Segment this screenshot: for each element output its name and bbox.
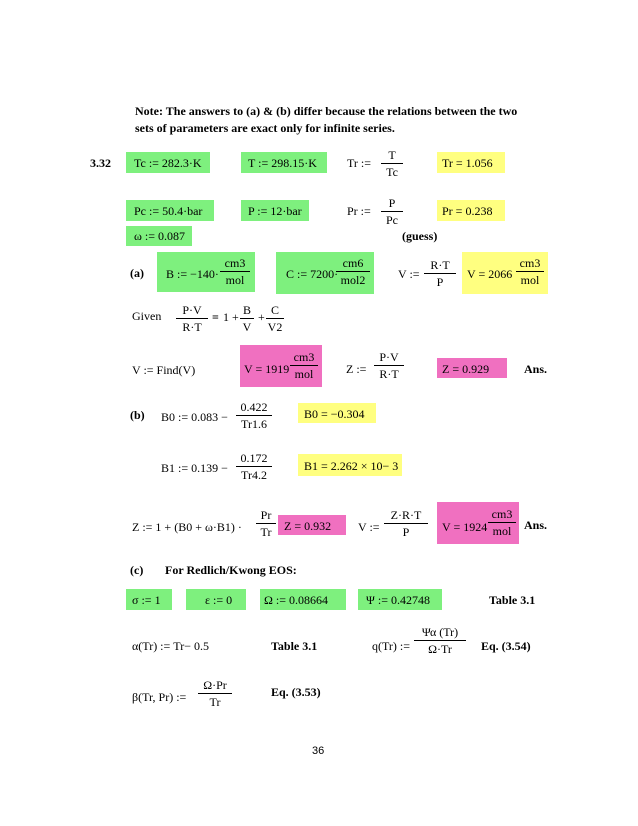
given-V: V [242,320,252,334]
V-result-find: V = 1919 [244,362,290,376]
alpha-table-label: Table 3.1 [271,639,318,653]
V-numerator: R·T [430,258,450,272]
V-result-b: V = 1924 [442,520,488,534]
fraction-bar [256,523,276,524]
fraction-bar [414,640,466,641]
q-fraction [414,625,466,656]
V-result-b-units-numerator: cm3 [491,507,513,521]
V-find: V := Find(V) [132,363,196,377]
Z-numerator: P·V [379,350,399,364]
B1-denominator: Tr4.2 [241,468,267,482]
V-fraction [424,258,456,289]
Z-result-b: Z = 0.932 [284,519,332,533]
B1-numerator: 0.172 [240,451,268,465]
note-line-1: Note: The answers to (a) & (b) differ because the relations between the two [135,104,518,118]
V-denominator: P [436,275,444,289]
B0-fraction [236,400,272,431]
V-b-numerator: Z·R·T [390,508,422,522]
q-denominator: Ω·Tr [428,642,452,656]
V-result-b-units [488,507,516,538]
beta-numerator: Ω·Pr [203,678,227,692]
ans-label-a: Ans. [524,362,548,376]
V-result-a-units [516,256,544,287]
fraction-bar [488,522,516,523]
given-B: B [242,303,251,317]
problem-label: 3.32 [90,156,111,170]
V-b-definition: V := [358,520,380,534]
V-result-find-units-denominator: mol [294,367,314,381]
V-result-a-units-denominator: mol [520,273,540,287]
V-result-find-units-numerator: cm3 [293,350,315,364]
given-B-over-V [240,303,254,334]
fraction-bar [240,318,254,319]
V-b-fraction [384,508,428,539]
C-units-denominator: mol2 [340,273,366,287]
Tr-result: Tr = 1.056 [442,156,493,170]
sigma-definition: σ := 1 [132,593,161,607]
given-C-over-V2 [266,303,284,334]
Tr-fraction [381,148,403,179]
Pr-denominator: Pc [386,213,398,227]
Z-b-numerator: Pr [260,508,272,522]
beta-definition: β(Tr, Pr) := [132,690,187,704]
Tr-denominator: Tc [386,165,398,179]
Pc-definition: Pc := 50.4·bar [134,204,203,218]
fraction-bar [236,466,272,467]
B0-numerator: 0.422 [240,400,268,414]
part-c-label: (c) [130,563,144,577]
epsilon-definition: ε := 0 [205,593,233,607]
fraction-bar [236,415,272,416]
B0-definition: B0 := 0.083 − [161,410,228,424]
V-b-denominator: P [402,525,410,539]
given-equals: = [212,310,219,324]
B0-result: B0 = −0.304 [304,407,365,421]
fraction-bar [176,318,208,319]
table-3-1-label: Table 3.1 [489,593,536,607]
fraction-bar [381,163,403,164]
q-definition: q(Tr) := [372,639,410,653]
Tc-definition: Tc := 282.3·K [134,156,202,170]
B-definition: B := −140· [166,267,219,281]
omega-definition: ω := 0.087 [134,229,185,243]
Tr-definition: Tr := [347,156,372,170]
Z-fraction [374,350,404,381]
given-one-plus: 1 + [223,310,239,324]
given-label: Given [132,309,162,323]
P-definition: P := 12·bar [248,204,302,218]
part-a-label: (a) [130,266,144,280]
Z-b-definition: Z := 1 + (B0 + ω·B1) · [132,520,242,534]
given-V2: V2 [267,320,283,334]
Z-b-denominator: Tr [260,525,272,539]
Tr-numerator: T [388,148,396,162]
B-units [220,256,250,287]
V-result-a: V = 2066 [467,267,513,281]
B1-definition: B1 := 0.139 − [161,461,228,475]
fraction-bar [266,318,284,319]
B1-result: B1 = 2.262 × 10− 3 [304,459,399,473]
eq-3-53-label: Eq. (3.53) [271,685,321,699]
C-units-numerator: cm6 [342,256,364,270]
part-c-heading: For Redlich/Kwong EOS: [165,563,297,577]
Z-b-fraction [256,508,276,539]
fraction-bar [374,365,404,366]
note-line-2: sets of parameters are exact only for infinite series. [135,121,395,135]
T-definition: T := 298.15·K [248,156,317,170]
B1-fraction [236,451,272,482]
Z-denominator: R·T [379,367,399,381]
given-lhs [176,303,208,334]
C-units [336,256,370,287]
fraction-bar [424,273,456,274]
given-lhs-numerator: P·V [182,303,202,317]
alpha-definition: α(Tr) := Tr− 0.5 [132,639,209,653]
Pr-result: Pr = 0.238 [442,204,493,218]
guess-label: (guess) [402,229,438,243]
q-numerator: Ψα (Tr) [421,625,459,639]
given-plus: + [258,310,265,324]
fraction-bar [220,271,250,272]
beta-fraction [198,678,232,709]
V-result-a-units-numerator: cm3 [519,256,541,270]
V-definition: V := [398,267,420,281]
eq-3-54-label: Eq. (3.54) [481,639,531,653]
page-number: 36 [312,745,325,757]
Pr-numerator: P [388,196,396,210]
V-result-find-units [290,350,318,381]
Pr-fraction [381,196,403,227]
Z-definition: Z := [346,362,367,376]
Psi-definition: Ψ := 0.42748 [366,593,430,607]
V-result-b-units-denominator: mol [492,524,512,538]
B-units-numerator: cm3 [224,256,246,270]
Pr-definition: Pr := [347,204,371,218]
given-C: C [270,303,279,317]
fraction-bar [198,693,232,694]
fraction-bar [290,365,318,366]
Z-result-a: Z = 0.929 [442,362,490,376]
fraction-bar [336,271,370,272]
beta-denominator: Tr [209,695,221,709]
part-b-label: (b) [130,408,145,422]
ans-label-b: Ans. [524,518,548,532]
B0-denominator: Tr1.6 [241,417,267,431]
C-definition: C := 7200· [286,267,339,281]
fraction-bar [516,271,544,272]
B-units-denominator: mol [225,273,245,287]
fraction-bar [384,523,428,524]
fraction-bar [381,211,403,212]
given-lhs-denominator: R·T [182,320,202,334]
Omega-definition: Ω := 0.08664 [264,593,329,607]
